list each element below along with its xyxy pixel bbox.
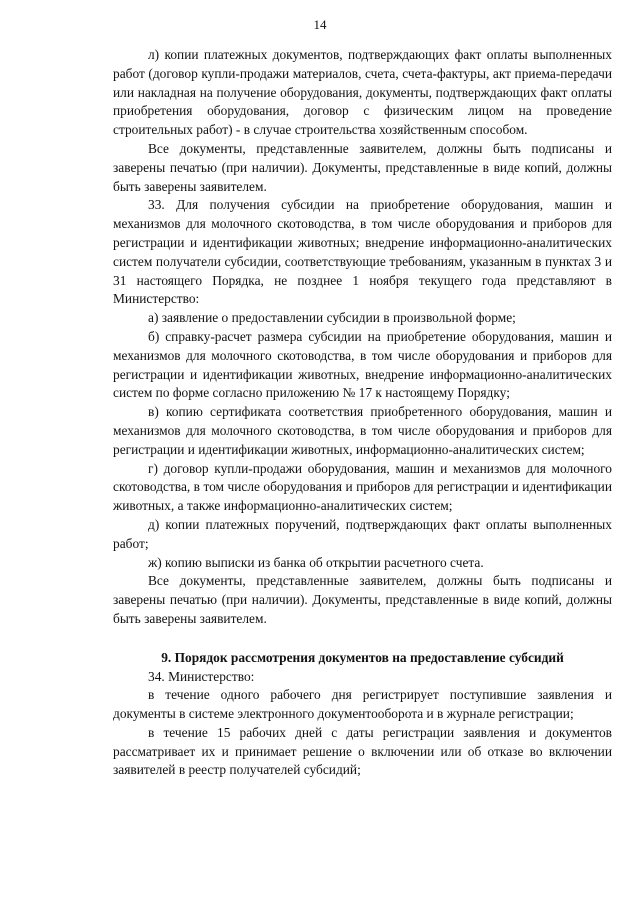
- paragraph-l-payment-documents: л) копии платежных документов, подтверждающих факт оплаты выполненных работ (договор купли-продажи материалов, счета, счета-фактуры, акт приема-передачи или накладная на получение оборудования, документы, подтверждающих факт оплаты приобретения оборудования, договор с физическим лицом на проведение строительных работ) - в случае строительства хозяйственным способом.: [113, 47, 612, 138]
- page-number: 14: [313, 17, 327, 32]
- paragraph-b-calculation: б) справку-расчет размера субсидии на приобретение оборудования, машин и механизмов для молочного скотоводства, в том числе оборудования и приборов для регистрации и идентификации животных, внедрение информационно-аналитических систем по форме согласно приложению № 17 к настоящему Порядку;: [113, 328, 612, 401]
- paragraph-34-ministry: 34. Министерство:: [148, 668, 255, 684]
- paragraph-a-application: а) заявление о предоставлении субсидии в произвольной форме;: [148, 310, 516, 326]
- paragraph-registration: в течение одного рабочего дня регистрирует поступившие заявления и документы в системе электронного документооборота и в журнале регистрации;: [113, 687, 612, 722]
- section-heading: 9. Порядок рассмотрения документов на предоставление субсидий: [161, 649, 564, 665]
- paragraph-zh-bank-statement: ж) копию выписки из банка об открытии расчетного счета.: [148, 554, 484, 570]
- section-spacer: [113, 629, 612, 649]
- paragraph-d-payment-orders: д) копии платежных поручений, подтверждающих факт оплаты выполненных работ;: [113, 516, 612, 551]
- paragraph-v-certificate: в) копию сертификата соответствия приобретенного оборудования, машин и механизмов для молочного скотоводства, в том числе оборудования и приборов для регистрации и идентификации животных, информационно-аналитических систем;: [113, 404, 612, 457]
- paragraph-signature-requirement: Все документы, представленные заявителем, должны быть подписаны и заверены печатью (при наличии). Документы, представленные в виде копий, должны быть заверены заявителем.: [113, 140, 612, 194]
- paragraph-review-decision: в течение 15 рабочих дней с даты регистрации заявления и документов рассматривает их и принимает решение о включении или об отказе во включении заявителей в реестр получателей субсидий;: [113, 724, 612, 778]
- paragraph-signature-requirement-2: Все документы, представленные заявителем, должны быть подписаны и заверены печатью (при наличии). Документы, представленные в виде копий, должны быть заверены заявителем.: [113, 573, 612, 626]
- document-body: [113, 46, 612, 780]
- paragraph-33-subsidy-equipment: 33. Для получения субсидии на приобретение оборудования, машин и механизмов для молочного скотоводства, в том числе оборудования и приборов для регистрации и идентификации животных; внедрение информационно-аналитических систем получатели субсидии, соответствующие требованиям, указанным в пунктах 3 и 31 настоящего Порядка, не позднее 1 ноября текущего года представляют в Министерство:: [113, 197, 612, 307]
- paragraph-g-contract: г) договор купли-продажи оборудования, машин и механизмов для молочного скотоводства, в том числе оборудования и приборов для регистрации и идентификации животных, а также информационно-аналитических систем;: [113, 460, 612, 514]
